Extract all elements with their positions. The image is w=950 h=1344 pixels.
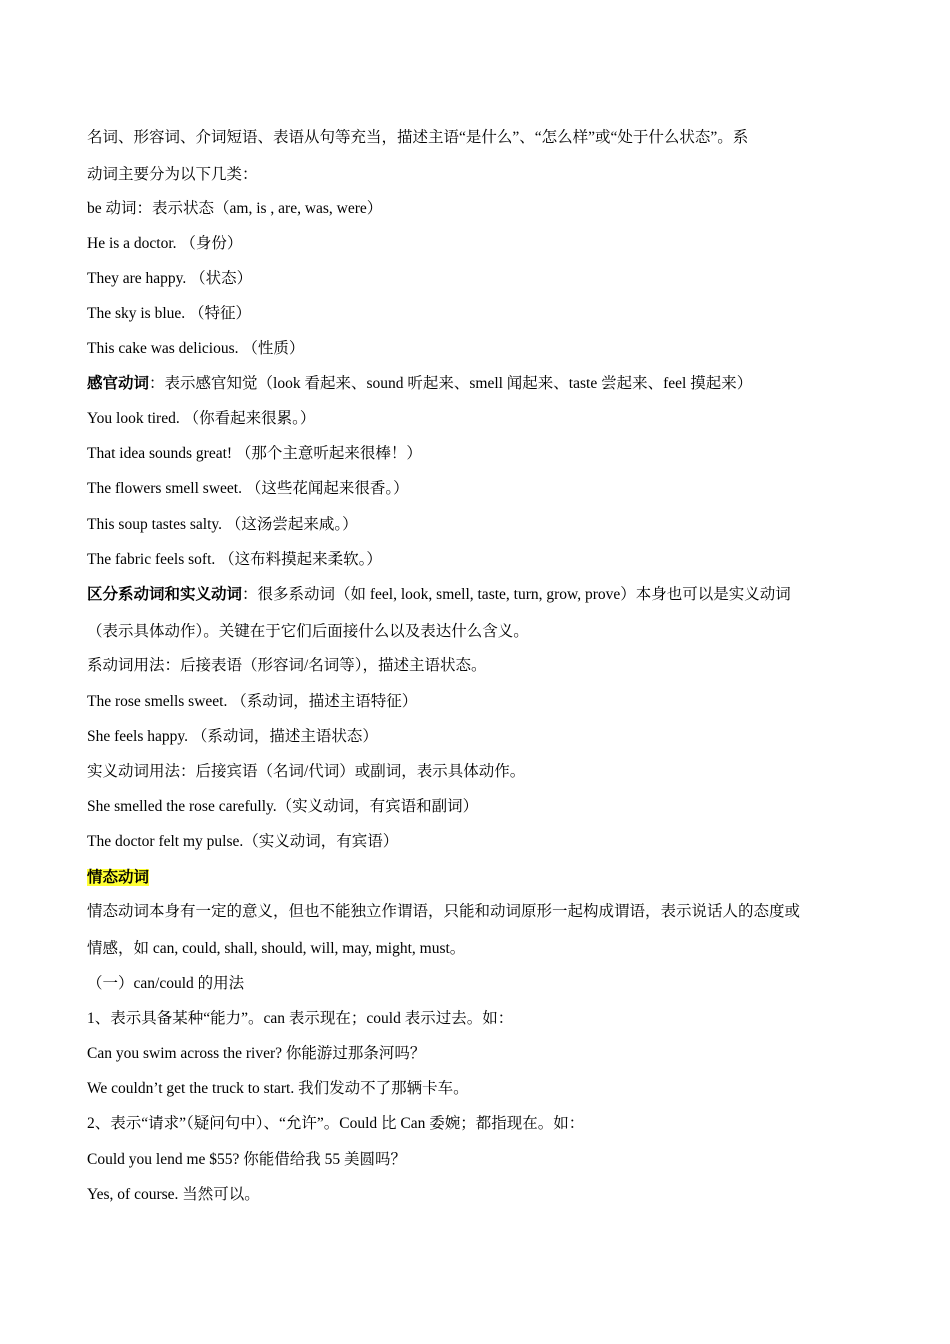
example-line: Can you swim across the river? 你能游过那条河吗？ xyxy=(87,1045,426,1062)
paragraph-line xyxy=(87,373,870,395)
paragraph-line: 实义动词用法：后接宾语（名词/代词）或副词，表示具体动作。 xyxy=(87,763,526,780)
subsection-heading: （一）can/could 的用法 xyxy=(87,975,245,992)
highlighted-heading: 情态动词 xyxy=(87,869,150,886)
example-line: The sky is blue. （特征） xyxy=(87,305,252,322)
example-line: The flowers smell sweet. （这些花闻起来很香。） xyxy=(87,480,409,497)
line-text: ：很多系动词（如 feel, look, smell, taste, turn, grow, prove）本身也可以是实义动词 xyxy=(242,586,791,603)
paragraph-line: 2、表示“请求”（疑问句中）、“允许”。Could 比 Can 委婉；都指现在。如： xyxy=(87,1115,585,1132)
example-line: The doctor felt my pulse.（实义动词，有宾语） xyxy=(87,833,399,850)
paragraph-line: 情感，如 can, could, shall, should, will, may, might, must。 xyxy=(87,940,466,957)
example-line: They are happy. （状态） xyxy=(87,270,253,287)
paragraph-line: 情态动词本身有一定的意义，但也不能独立作谓语，只能和动词原形一起构成谓语，表示说话人的态度或 xyxy=(87,903,801,920)
example-line: She smelled the rose carefully.（实义动词，有宾语和副词） xyxy=(87,798,479,815)
paragraph-line: 名词、形容词、介词短语、表语从句等充当，描述主语“是什么”、“怎么样”或“处于什么状态”。系 xyxy=(87,129,749,146)
paragraph-line: 系动词用法：后接表语（形容词/名词等），描述主语状态。 xyxy=(87,657,487,674)
example-line: The rose smells sweet. （系动词，描述主语特征） xyxy=(87,693,418,710)
example-line: You look tired. （你看起来很累。） xyxy=(87,410,316,427)
example-line: This cake was delicious. （性质） xyxy=(87,340,305,357)
paragraph-line xyxy=(87,584,870,606)
bold-heading: 区分系动词和实义动词 xyxy=(87,586,243,603)
paragraph-line: 1、表示具备某种“能力”。can 表示现在；could 表示过去。如： xyxy=(87,1010,514,1027)
paragraph-line: be 动词：表示状态（am, is , are, was, were） xyxy=(87,200,383,217)
line-text: ：表示感官知觉（look 看起来、sound 听起来、smell 闻起来、taste 尝起来、feel 摸起来） xyxy=(149,375,753,392)
example-line: We couldn’t get the truck to start. 我们发动不了那辆卡车。 xyxy=(87,1080,469,1097)
example-line: Yes, of course. 当然可以。 xyxy=(87,1186,260,1203)
example-line: She feels happy. （系动词，描述主语状态） xyxy=(87,728,378,745)
bold-heading: 感官动词 xyxy=(87,375,150,392)
example-line: The fabric feels soft. （这布料摸起来柔软。） xyxy=(87,551,382,568)
section-heading xyxy=(87,867,870,889)
example-line: Could you lend me $55? 你能借给我 55 美圆吗？ xyxy=(87,1151,407,1168)
example-line: That idea sounds great! （那个主意听起来很棒！） xyxy=(87,445,422,462)
paragraph-line: （表示具体动作）。关键在于它们后面接什么以及表达什么含义。 xyxy=(87,623,529,640)
paragraph-line: 动词主要分为以下几类： xyxy=(87,166,258,183)
example-line: He is a doctor. （身份） xyxy=(87,235,243,252)
example-line: This soup tastes salty. （这汤尝起来咸。） xyxy=(87,516,358,533)
